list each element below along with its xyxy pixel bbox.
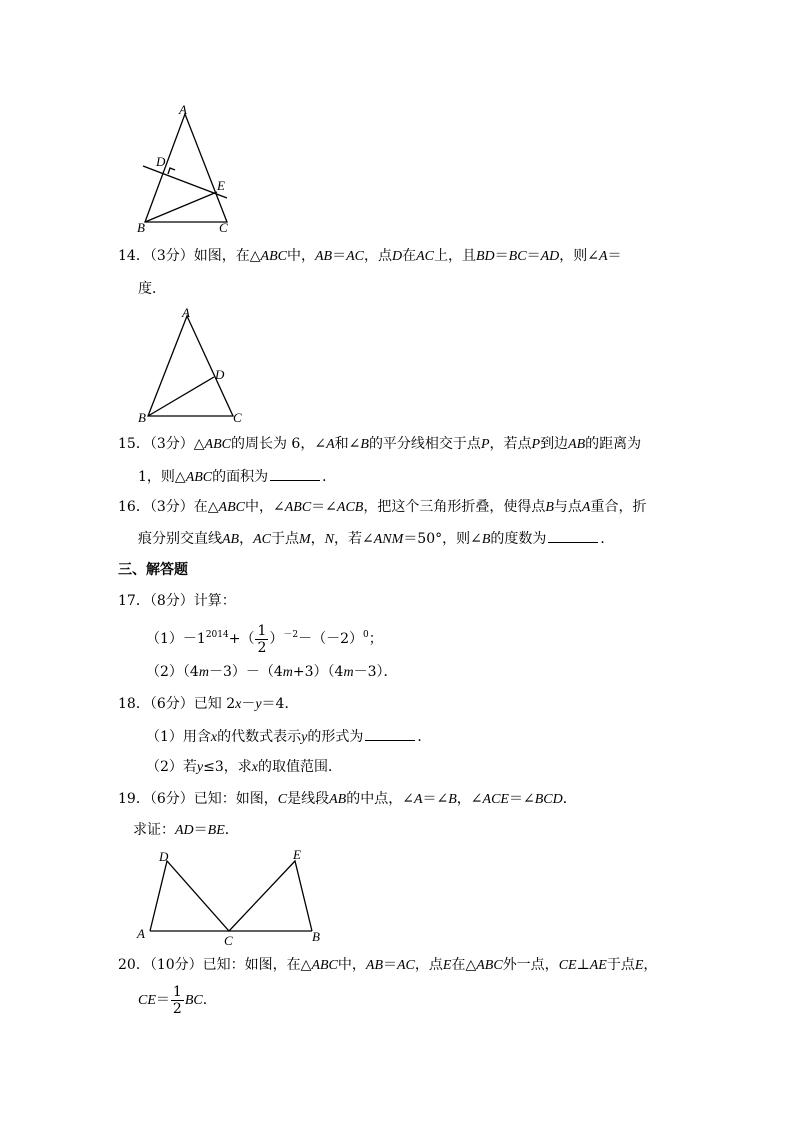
text: 的代数式表示 — [217, 729, 302, 745]
answer-blank — [548, 528, 598, 543]
text: ，把这个三角形折叠，使得点 — [363, 499, 546, 515]
exponent: －2 — [283, 630, 299, 640]
label-c: C — [224, 933, 233, 948]
math: C — [277, 792, 288, 807]
text: ，点 — [363, 248, 392, 264]
text: ＝ — [526, 248, 541, 264]
question-number: 19． — [118, 791, 150, 807]
text: +（ — [228, 631, 255, 647]
math: BC — [508, 249, 527, 264]
triangle-abc — [148, 316, 233, 416]
text: ＝ — [383, 957, 397, 973]
q19-prove — [133, 820, 239, 841]
math: y — [255, 697, 262, 712]
score: （3分） — [149, 499, 194, 515]
question-number: 16． — [118, 499, 150, 515]
q17-part1 — [146, 622, 383, 656]
math: AD — [175, 823, 194, 838]
label-b: B — [137, 220, 145, 235]
math: AD — [540, 249, 560, 264]
text: 痕分别交直线 — [138, 531, 222, 547]
text: 的取值范围． — [258, 759, 342, 775]
text: ． — [224, 822, 239, 838]
q18-part2 — [146, 757, 342, 778]
math: B — [360, 437, 369, 452]
label-d: D — [156, 154, 166, 169]
figure-q14 — [135, 302, 250, 427]
text: 中， — [337, 957, 366, 973]
q16-line2 — [138, 528, 614, 550]
math: AB — [568, 437, 586, 452]
text: ＝ — [607, 248, 622, 264]
text: 度． — [138, 281, 166, 297]
q14-line2 — [138, 279, 166, 299]
text: 在△ — [193, 499, 219, 515]
text: 的距离为 — [585, 436, 642, 452]
text: ） — [269, 631, 284, 647]
text: 的中点，∠ — [346, 791, 414, 807]
math: A — [598, 249, 608, 264]
answer-blank — [270, 466, 320, 481]
label-e: E — [217, 178, 225, 193]
text: ≤3，求 — [203, 759, 252, 775]
fraction — [171, 984, 184, 1017]
text: ，若∠ — [334, 531, 374, 547]
text: ＝∠ — [311, 499, 337, 515]
math: M — [299, 532, 311, 547]
math: m — [282, 665, 293, 680]
score: （6分） — [149, 696, 194, 712]
label-a: A — [182, 305, 190, 320]
denominator: 2 — [257, 639, 267, 656]
text: 与点 — [553, 499, 582, 515]
text: ＝50°，则∠ — [403, 531, 482, 547]
q18-line1 — [118, 694, 298, 715]
score: （6分） — [149, 791, 194, 807]
text: ，点 — [414, 957, 443, 973]
text: ＝ — [494, 248, 509, 264]
label-c: C — [219, 220, 228, 235]
text: ，若点 — [489, 436, 532, 452]
figure-q19 — [132, 845, 332, 950]
math: BE — [207, 823, 225, 838]
text: － — [241, 696, 256, 712]
label-b: B — [138, 410, 146, 425]
math: A — [326, 437, 335, 452]
question-number: 14． — [118, 248, 150, 264]
question-number: 18． — [118, 696, 150, 712]
math: ABC — [284, 500, 312, 515]
text: 在△ — [451, 957, 477, 973]
text: ＝∠ — [508, 791, 535, 807]
math: P — [531, 437, 541, 452]
text: ⊥ — [576, 957, 590, 973]
math: ABC — [476, 958, 503, 973]
text: ，∠ — [456, 791, 483, 807]
math: x — [251, 760, 258, 775]
segment-bd — [148, 377, 214, 416]
q18-part1 — [146, 726, 431, 748]
text: 的度数为 — [490, 531, 547, 547]
text: 已知 2 — [193, 696, 236, 712]
text: 是线段 — [287, 791, 330, 807]
math: y — [196, 760, 204, 775]
text: +3）（4 — [292, 664, 344, 680]
math: E — [634, 958, 644, 973]
math: ANM — [373, 532, 404, 547]
text: ． — [417, 729, 432, 745]
text: ． — [322, 469, 337, 485]
text: ， — [239, 531, 254, 547]
text: －（－2） — [298, 631, 364, 647]
text: ， — [643, 957, 658, 973]
q15-line2 — [138, 466, 336, 488]
label-a: A — [179, 102, 187, 117]
math: E — [442, 958, 452, 973]
q20-line1 — [118, 955, 657, 976]
math: AB — [222, 532, 240, 547]
text: 计算： — [193, 593, 236, 609]
text: 于点 — [606, 957, 635, 973]
q19-line1 — [118, 789, 577, 810]
text: 在 — [402, 248, 417, 264]
right-angle-mark — [168, 168, 175, 174]
section-heading: 三、解答题 — [118, 562, 188, 578]
text: ＝4． — [261, 696, 299, 712]
math: CE — [138, 993, 156, 1008]
q15-line1 — [118, 434, 641, 455]
math: N — [324, 532, 335, 547]
text: 中， — [286, 248, 315, 264]
exponent: 2014 — [205, 630, 229, 640]
question-number: 17． — [118, 593, 150, 609]
math: ABC — [260, 249, 287, 264]
math: AE — [589, 958, 607, 973]
exponent: 0 — [363, 630, 369, 640]
q20-line2 — [138, 983, 217, 1018]
math: AB — [365, 958, 383, 973]
label-c: C — [233, 410, 242, 425]
math: BC — [184, 993, 203, 1008]
text: 外一点， — [502, 957, 559, 973]
denominator: 2 — [172, 1000, 182, 1017]
label-d: D — [215, 367, 225, 382]
text: （2）若 — [146, 759, 197, 775]
q17-part2 — [146, 662, 398, 683]
math: x — [210, 730, 218, 745]
text: ＝∠ — [422, 791, 449, 807]
label-d: D — [159, 849, 169, 864]
text: ． — [202, 992, 217, 1008]
math: B — [448, 792, 457, 807]
math: x — [235, 697, 242, 712]
question-number: 15． — [118, 436, 150, 452]
math: ABC — [204, 437, 231, 452]
math: BCD — [534, 792, 563, 807]
text: 1，则△ — [138, 469, 186, 485]
math: m — [343, 665, 354, 680]
text: ，则∠ — [559, 248, 599, 264]
text: 求证： — [133, 822, 175, 838]
text: △ — [193, 436, 205, 452]
math: AB — [329, 792, 347, 807]
math: CE — [558, 958, 577, 973]
math: B — [481, 532, 491, 547]
zigzag-adceb — [150, 861, 312, 931]
text: ＝ — [193, 822, 208, 838]
math: AC — [416, 249, 434, 264]
q16-line1 — [118, 497, 646, 518]
text: 的平分线相交于点 — [368, 436, 481, 452]
math: ABC — [185, 470, 213, 485]
text: ． — [562, 791, 577, 807]
math: m — [198, 665, 209, 680]
math: ACE — [482, 792, 509, 807]
question-number: 20． — [118, 957, 150, 973]
fraction — [255, 623, 268, 656]
text: 的周长为 6，∠ — [230, 436, 327, 452]
q17-line1 — [118, 591, 236, 611]
text: 上，且 — [434, 248, 476, 264]
math: D — [391, 249, 403, 264]
label-b: B — [312, 929, 320, 944]
math: ABC — [218, 500, 245, 515]
math: AC — [346, 249, 364, 264]
math: BD — [476, 249, 495, 264]
text: ． — [600, 531, 615, 547]
text: 到边 — [540, 436, 569, 452]
text: 的形式为 — [307, 729, 364, 745]
numerator: 1 — [172, 983, 182, 1000]
math: ABC — [311, 958, 338, 973]
q14-line1 — [118, 246, 622, 267]
math: AC — [397, 958, 415, 973]
text: 中，∠ — [244, 499, 285, 515]
text: （1）用含 — [146, 729, 211, 745]
math: A — [581, 500, 591, 515]
score: （10分） — [149, 957, 203, 973]
label-e: E — [293, 847, 301, 862]
segment-be — [145, 192, 217, 222]
text: 和∠ — [334, 436, 361, 452]
label-a: A — [137, 926, 145, 941]
score: （3分） — [149, 248, 194, 264]
text: ； — [368, 631, 383, 647]
text: 如图，在△ — [193, 248, 261, 264]
score: （8分） — [149, 593, 194, 609]
text: 已知：如图，在△ — [202, 957, 312, 973]
figure-q13 — [135, 100, 235, 240]
text: －3）－（4 — [208, 664, 283, 680]
text: （2）（4 — [146, 664, 199, 680]
math: P — [480, 437, 490, 452]
answer-blank — [365, 726, 415, 741]
text: ， — [310, 531, 325, 547]
math: AC — [253, 532, 271, 547]
math: AB — [314, 249, 333, 264]
text: （1）－1 — [146, 631, 206, 647]
text: －3）． — [353, 664, 398, 680]
text: ＝ — [332, 248, 347, 264]
score: （3分） — [149, 436, 194, 452]
text: 于点 — [271, 531, 299, 547]
math: B — [545, 500, 554, 515]
numerator: 1 — [257, 622, 267, 639]
math: A — [413, 792, 423, 807]
math: ACB — [336, 500, 364, 515]
text: 重合，折 — [590, 499, 647, 515]
text: ＝ — [155, 992, 170, 1008]
text: 的面积为 — [212, 469, 269, 485]
text: 已知：如图， — [193, 791, 278, 807]
math: y — [301, 730, 308, 745]
